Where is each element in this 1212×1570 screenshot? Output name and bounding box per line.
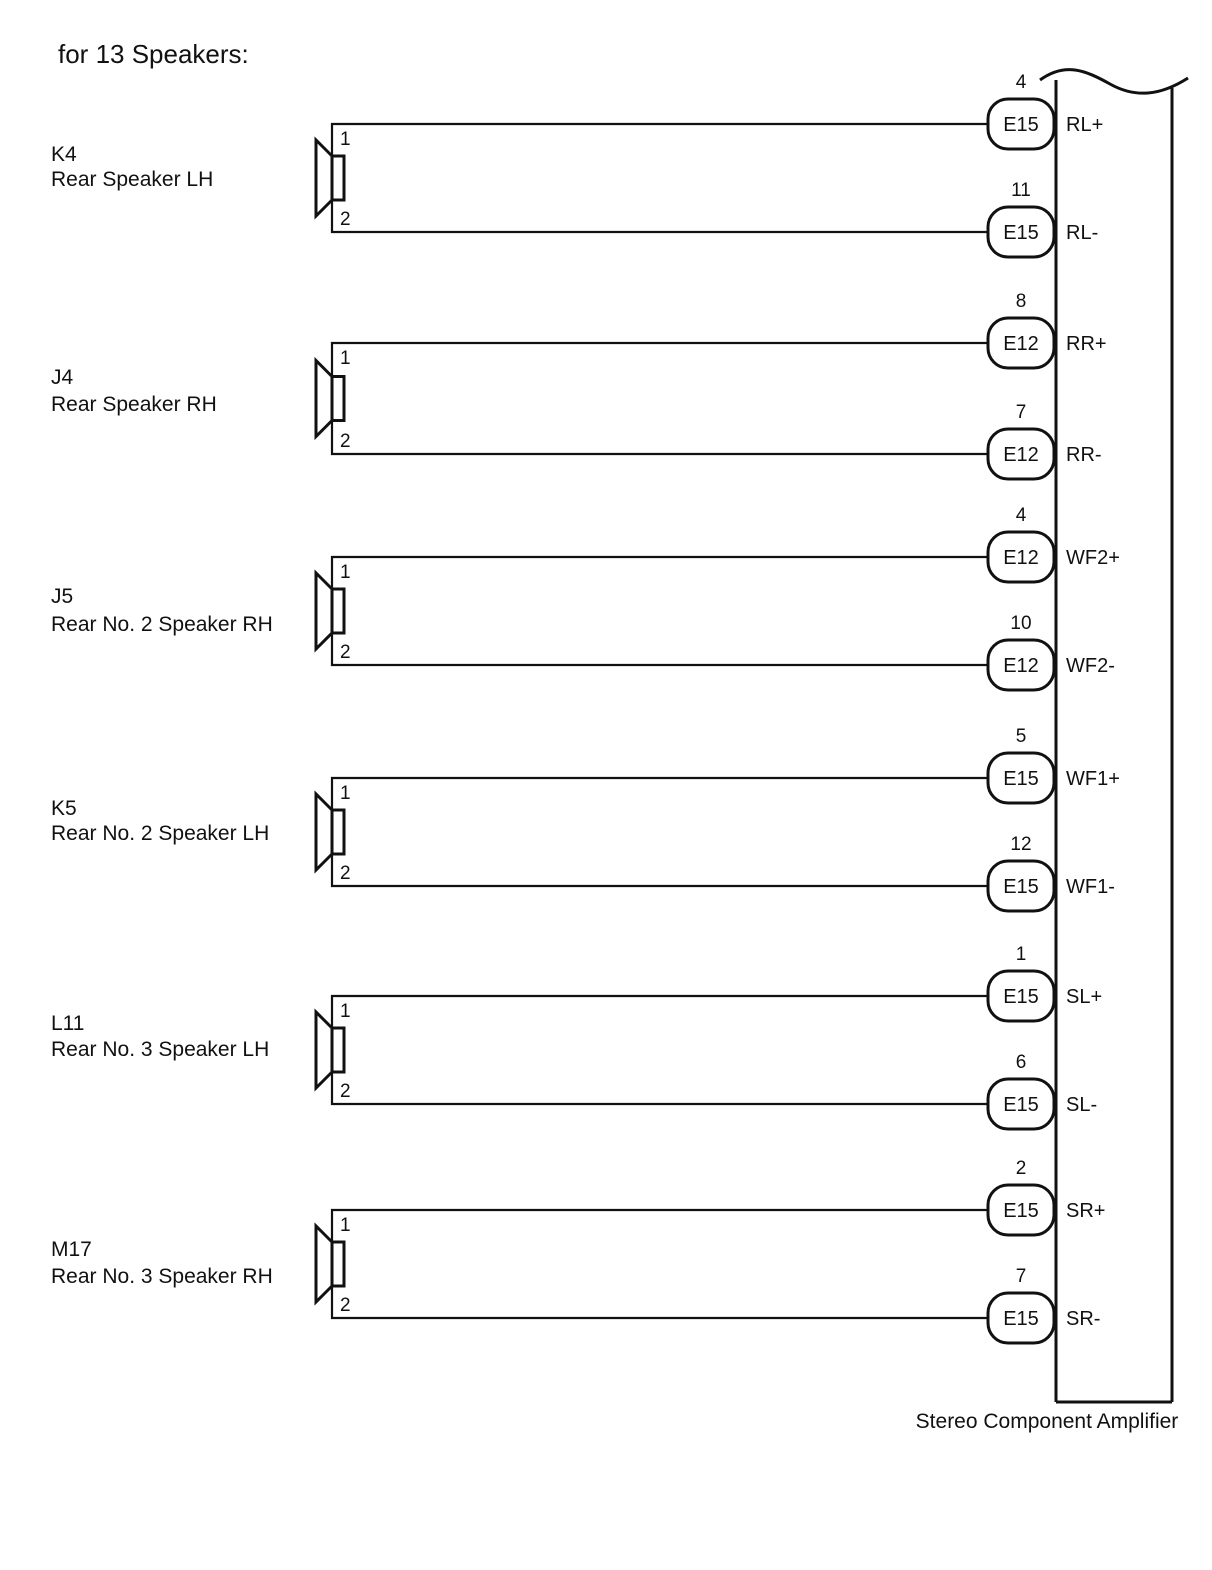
terminal-label-negative: SL- [1066,1094,1098,1116]
connector-code-negative: E15 [1003,222,1039,244]
wire-positive [332,996,988,1028]
connector-pin-negative: 11 [1011,180,1031,201]
terminal-label-positive: WF1+ [1066,768,1120,790]
speaker-pin-negative: 2 [340,209,351,230]
speaker-pin-negative: 2 [340,642,351,663]
speaker-pin-positive: 1 [340,348,351,369]
connector-code-negative: E12 [1003,444,1039,466]
speaker-id: J5 [51,585,74,608]
connector-pin-negative: 6 [1015,1052,1027,1073]
speaker-circuits [51,72,1120,1343]
speaker-magnet [332,1242,344,1286]
connector-pin-negative: 10 [1010,613,1032,634]
speaker-pin-positive: 1 [340,129,351,150]
terminal-label-positive: SR+ [1066,1200,1106,1222]
connector-code-negative: E15 [1003,876,1039,898]
connector-code-positive: E15 [1003,986,1039,1008]
connector-pin-positive: 8 [1015,291,1027,312]
speaker-magnet [332,589,344,633]
wire-positive [332,343,988,377]
terminal-label-negative: RR- [1066,444,1102,466]
connector-code-negative: E15 [1003,1308,1039,1330]
connector-pin-positive: 4 [1015,505,1027,526]
terminal-label-positive: RL+ [1066,114,1104,136]
speaker-pin-negative: 2 [340,863,351,884]
connector-pin-positive: 2 [1015,1158,1027,1179]
speaker-name: Rear No. 3 Speaker RH [51,1265,273,1288]
speaker-name: Rear No. 3 Speaker LH [51,1038,270,1061]
speaker-pin-positive: 1 [340,1215,351,1236]
speaker-cone [316,1012,332,1088]
stereo-component-amplifier [1040,70,1188,1402]
terminal-label-positive: RR+ [1066,333,1107,355]
speaker-id: L11 [51,1012,85,1035]
connector-code-negative: E12 [1003,655,1039,677]
speaker-pin-positive: 1 [340,1001,351,1022]
connector-code-positive: E15 [1003,114,1039,136]
connector-pin-positive: 4 [1015,72,1027,93]
wire-positive [332,557,988,589]
connector-code-positive: E12 [1003,333,1039,355]
connector-pin-positive: 5 [1015,726,1027,747]
wire-negative [332,421,988,455]
speaker-magnet [332,156,344,200]
speaker-id: K4 [51,143,77,166]
wire-positive [332,778,988,810]
speaker-pin-negative: 2 [340,1295,351,1316]
connector-code-negative: E15 [1003,1094,1039,1116]
wire-negative [332,633,988,665]
speaker-name: Rear No. 2 Speaker LH [51,822,270,845]
speaker-cone [316,140,332,216]
connector-pin-positive: 1 [1015,944,1027,965]
connector-pin-negative: 12 [1010,834,1032,855]
speaker-cone [316,573,332,649]
speaker-id: K5 [51,797,77,820]
terminal-label-negative: RL- [1066,222,1099,244]
speaker-cone [316,1226,332,1302]
connector-pin-negative: 7 [1015,1266,1027,1287]
amplifier-label: Stereo Component Amplifier [915,1410,1179,1433]
connector-pin-negative: 7 [1015,402,1027,423]
speaker-magnet [332,377,344,421]
terminal-label-positive: SL+ [1066,986,1103,1008]
wire-negative [332,200,988,232]
speaker-id: J4 [51,366,74,389]
diagram-title: for 13 Speakers: [58,39,249,69]
wire-positive [332,1210,988,1242]
speaker-magnet [332,1028,344,1072]
wire-positive [332,124,988,156]
speaker-magnet [332,810,344,854]
terminal-label-negative: WF1- [1066,876,1115,898]
speaker-id: M17 [51,1238,92,1261]
wire-negative [332,854,988,886]
connector-code-positive: E15 [1003,768,1039,790]
wire-negative [332,1286,988,1318]
terminal-label-positive: WF2+ [1066,547,1120,569]
terminal-label-negative: SR- [1066,1308,1101,1330]
speaker-pin-positive: 1 [340,562,351,583]
connector-code-positive: E12 [1003,547,1039,569]
wire-negative [332,1072,988,1104]
speaker-name: Rear Speaker RH [51,393,217,416]
speaker-pin-negative: 2 [340,1081,351,1102]
terminal-label-negative: WF2- [1066,655,1115,677]
speaker-name: Rear No. 2 Speaker RH [51,613,273,636]
speaker-name: Rear Speaker LH [51,168,214,191]
speaker-cone [316,361,332,437]
speaker-pin-negative: 2 [340,431,351,452]
speaker-cone [316,794,332,870]
speaker-pin-positive: 1 [340,783,351,804]
connector-code-positive: E15 [1003,1200,1039,1222]
